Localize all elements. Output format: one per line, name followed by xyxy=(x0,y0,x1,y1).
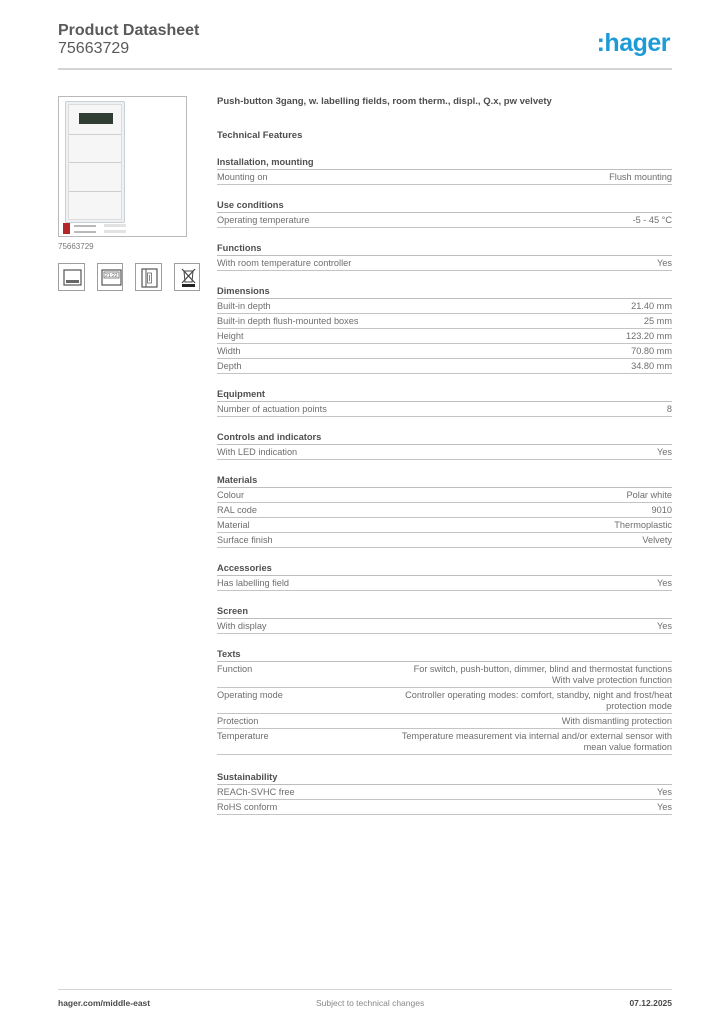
section-title: Sustainability xyxy=(217,771,672,785)
section-dimensions xyxy=(217,285,672,374)
spec-row xyxy=(217,800,672,815)
spec-label: Height xyxy=(217,331,244,341)
legend-swatch xyxy=(63,223,70,234)
spec-value: Yes xyxy=(657,578,672,588)
spec-value: Yes xyxy=(657,447,672,457)
feature-icons xyxy=(58,263,200,291)
hager-logo: :hager xyxy=(596,29,670,57)
spec-label: Depth xyxy=(217,361,242,371)
footer-divider xyxy=(58,989,672,990)
spec-label: Surface finish xyxy=(217,535,273,545)
technical-features-heading: Technical Features xyxy=(217,130,303,141)
section-functions xyxy=(217,242,672,271)
spec-label: Colour xyxy=(217,490,245,500)
spec-row xyxy=(217,344,672,359)
document-title: Product Datasheet xyxy=(58,22,200,39)
spec-label: Function xyxy=(217,664,253,674)
spec-row xyxy=(217,518,672,533)
spec-value: Yes xyxy=(657,621,672,631)
spec-value: Yes xyxy=(657,258,672,268)
header-divider xyxy=(58,68,672,70)
lcd-display xyxy=(79,113,113,124)
page-header xyxy=(58,22,672,70)
spec-value: Yes xyxy=(657,802,672,812)
section-title: Materials xyxy=(217,474,672,488)
spec-label: With room temperature controller xyxy=(217,258,352,268)
spec-row xyxy=(217,662,672,688)
spec-value: With dismantling protection xyxy=(561,716,672,726)
footer-note: Subject to technical changes xyxy=(316,998,425,1008)
spec-row xyxy=(217,533,672,548)
section-equipment xyxy=(217,388,672,417)
section-texts xyxy=(217,648,672,755)
spec-row xyxy=(217,729,672,755)
spec-value: 21.40 mm xyxy=(631,301,672,311)
spec-row xyxy=(217,170,672,185)
spec-label: Mounting on xyxy=(217,172,268,182)
spec-row xyxy=(217,488,672,503)
spec-label: RAL code xyxy=(217,505,258,515)
spec-row xyxy=(217,445,672,460)
product-name: Push-button 3gang, w. labelling fields, room therm., displ., Q.x, pw velvety xyxy=(217,96,552,107)
section-title: Installation, mounting xyxy=(217,156,672,170)
spec-row xyxy=(217,714,672,729)
spec-row xyxy=(217,329,672,344)
spec-value: 70.80 mm xyxy=(631,346,672,356)
spec-row xyxy=(217,402,672,417)
section-title: Controls and indicators xyxy=(217,431,672,445)
section-title: Accessories xyxy=(217,562,672,576)
spec-label: REACh-SVHC free xyxy=(217,787,295,797)
spec-value: For switch, push-button, dimmer, blind and thermostat functions With valve protection function xyxy=(413,664,672,685)
spec-row xyxy=(217,213,672,228)
section-title: Texts xyxy=(217,648,672,662)
spec-row xyxy=(217,314,672,329)
technical-content xyxy=(217,96,672,815)
spec-label: Number of actuation points xyxy=(217,404,327,414)
section-accessories xyxy=(217,562,672,591)
section-screen xyxy=(217,605,672,634)
section-title: Functions xyxy=(217,242,672,256)
svg-text:21:22: 21:22 xyxy=(104,273,118,279)
section-title: Equipment xyxy=(217,388,672,402)
spec-row xyxy=(217,503,672,518)
spec-label: Width xyxy=(217,346,241,356)
spec-label: With display xyxy=(217,621,267,631)
spec-row xyxy=(217,619,672,634)
spec-value: Flush mounting xyxy=(609,172,672,182)
section-title: Screen xyxy=(217,605,672,619)
spec-label: Has labelling field xyxy=(217,578,290,588)
product-code: 75663729 xyxy=(58,242,94,251)
document-number: 75663729 xyxy=(58,40,130,57)
section-title: Use conditions xyxy=(217,199,672,213)
spec-row xyxy=(217,688,672,714)
clock-display-icon xyxy=(97,263,124,291)
display-icon xyxy=(58,263,85,291)
spec-value: Thermoplastic xyxy=(614,520,672,530)
section-materials xyxy=(217,474,672,548)
spec-row xyxy=(217,359,672,374)
spec-label: Built-in depth xyxy=(217,301,271,311)
spec-label: Material xyxy=(217,520,250,530)
thermostat-slider-icon xyxy=(135,263,162,291)
spec-value: 9010 xyxy=(651,505,672,515)
spec-label: RoHS conform xyxy=(217,802,278,812)
section-sustainability xyxy=(217,771,672,815)
spec-label: Temperature xyxy=(217,731,269,741)
spec-label: Operating temperature xyxy=(217,215,310,225)
spec-value: Polar white xyxy=(626,490,672,500)
spec-row xyxy=(217,576,672,591)
product-image xyxy=(58,96,187,237)
section-installation xyxy=(217,156,672,185)
spec-value: -5 - 45 °C xyxy=(632,215,672,225)
spec-row xyxy=(217,256,672,271)
spec-value: 123.20 mm xyxy=(626,331,672,341)
spec-label: Protection xyxy=(217,716,259,726)
section-title: Dimensions xyxy=(217,285,672,299)
footer-website-link[interactable]: hager.com/middle-east xyxy=(58,998,151,1008)
spec-label: Operating mode xyxy=(217,690,283,700)
spec-value: Yes xyxy=(657,787,672,797)
section-controls xyxy=(217,431,672,460)
spec-row xyxy=(217,785,672,800)
spec-label: Built-in depth flush-mounted boxes xyxy=(217,316,359,326)
spec-value: Temperature measurement via internal and/or external sensor with mean value formation xyxy=(401,731,672,752)
section-use-conditions xyxy=(217,199,672,228)
weee-bin-icon xyxy=(174,263,201,291)
product-sidebar xyxy=(58,96,200,291)
spec-value: 25 mm xyxy=(643,316,672,326)
device-illustration xyxy=(65,101,125,223)
spec-row xyxy=(217,299,672,314)
spec-value: Velvety xyxy=(642,535,672,545)
spec-value: Controller operating modes: comfort, standby, night and frost/heat protection mode xyxy=(405,690,672,711)
spec-label: With LED indication xyxy=(217,447,298,457)
footer-date: 07.12.2025 xyxy=(629,998,672,1008)
spec-value: 8 xyxy=(666,404,672,414)
spec-value: 34.80 mm xyxy=(631,361,672,371)
